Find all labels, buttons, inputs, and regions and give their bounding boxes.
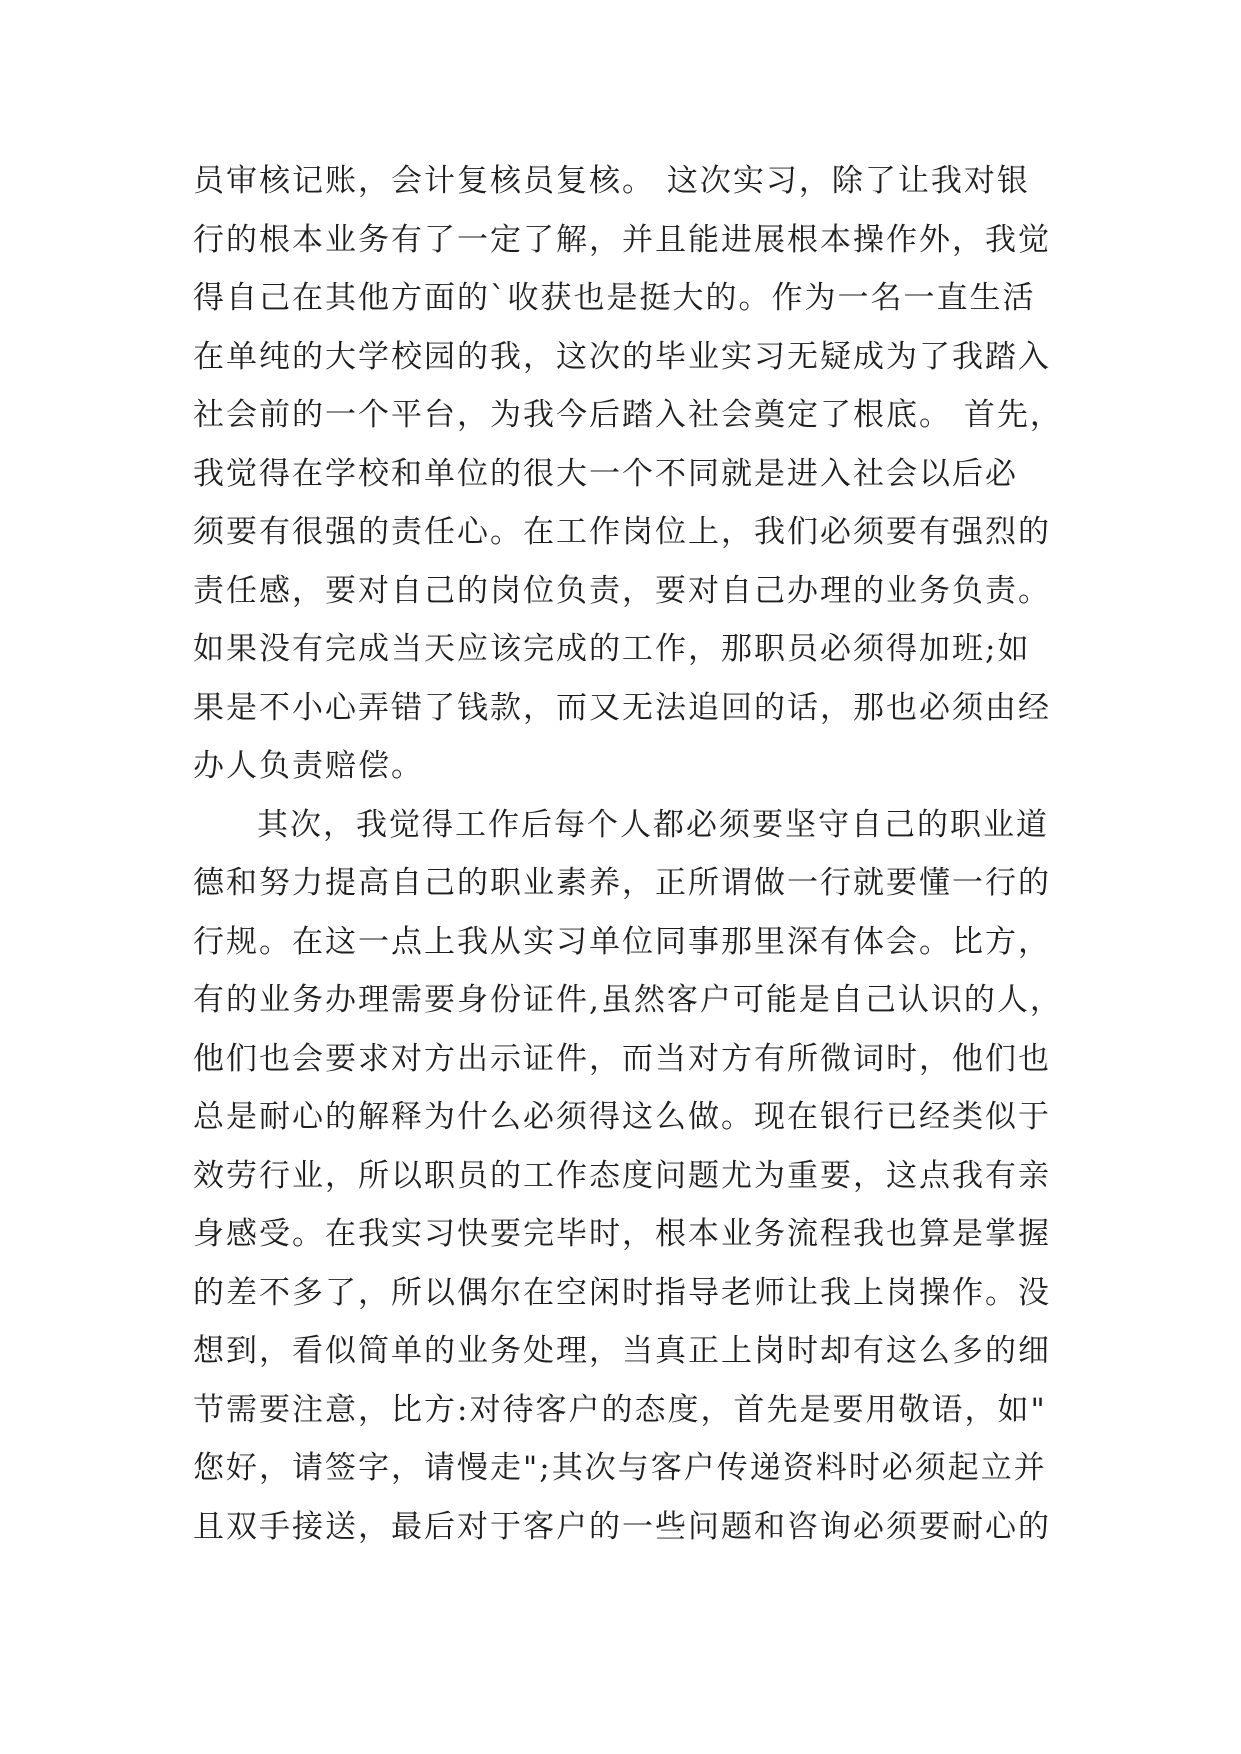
text-line: 果是不小心弄错了钱款，而又无法追回的话，那也必须由经	[193, 689, 1051, 726]
text-line: 德和努力提高自己的职业素养，正所谓做一行就要懂一行的	[193, 865, 1051, 901]
text-line: 身感受。在我实习快要完毕时，根本业务流程我也算是掌握	[193, 1216, 1051, 1252]
text-line: 责任感，要对自己的岗位负责，要对自己办理的业务负责。	[193, 572, 1051, 609]
text-line: 办人负责赔偿。	[193, 748, 424, 784]
text-line: 须要有很强的责任心。在工作岗位上，我们必须要有强烈的	[193, 514, 1051, 550]
text-line: 有的业务办理需要身份证件,虽然客户可能是自己认识的人，	[193, 982, 1063, 1018]
text-line: 社会前的一个平台，为我今后踏入社会奠定了根底。 首先，	[193, 397, 1063, 433]
text-line: 得自己在其他方面的`收获也是挺大的。作为一名一直生活	[193, 280, 1036, 316]
text-line: 且双手接送，最后对于客户的一些问题和咨询必须要耐心的	[193, 1508, 1051, 1545]
text-line: 您好，请签字，请慢走";其次与客户传递资料时必须起立并	[193, 1450, 1047, 1486]
text-line: 的差不多了，所以偶尔在空闲时指导老师让我上岗操作。没	[193, 1274, 1051, 1311]
body-text	[193, 152, 1073, 1556]
text-line: 行的根本业务有了一定了解，并且能进展根本操作外，我觉	[193, 221, 1051, 258]
text-line: 在单纯的大学校园的我，这次的毕业实习无疑成为了我踏入	[193, 338, 1051, 375]
text-line: 想到，看似简单的业务处理，当真正上岗时却有这么多的细	[193, 1333, 1051, 1369]
text-line: 总是耐心的解释为什么必须得这么做。现在银行已经类似于	[193, 1099, 1051, 1135]
text-line: 如果没有完成当天应该完成的工作，那职员必须得加班;如	[193, 631, 1031, 667]
text-line: 其次，我觉得工作后每个人都必须要坚守自己的职业道	[257, 806, 1049, 843]
text-line: 行规。在这一点上我从实习单位同事那里深有体会。比方，	[193, 923, 1051, 960]
text-line: 我觉得在学校和单位的很大一个不同就是进入社会以后必	[193, 455, 1018, 492]
text-line: 员审核记账，会计复核员复核。 这次实习，除了让我对银	[193, 163, 1030, 199]
text-line: 效劳行业，所以职员的工作态度问题尤为重要，这点我有亲	[193, 1157, 1051, 1194]
text-line: 节需要注意，比方:对待客户的态度，首先是要用敬语，如"	[193, 1391, 1047, 1428]
text-line: 他们也会要求对方出示证件，而当对方有所微词时，他们也	[193, 1040, 1051, 1077]
